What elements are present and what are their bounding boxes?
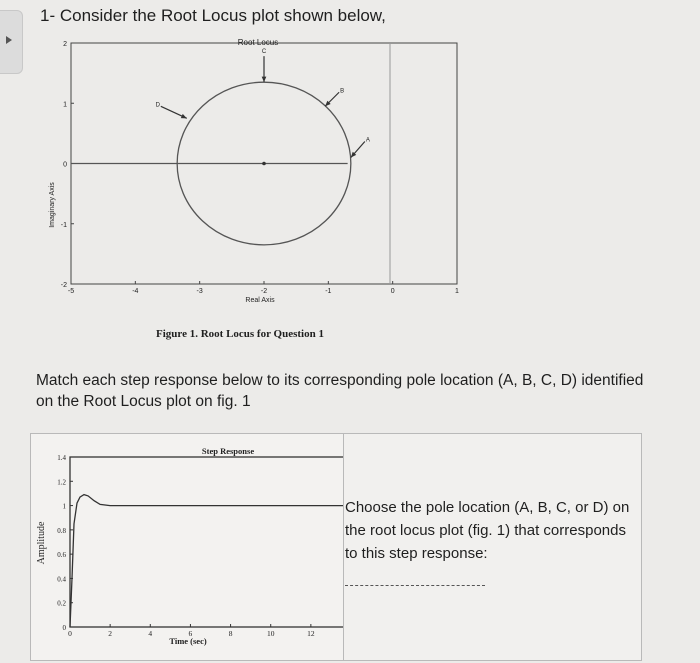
rl-xtick-label: -4 — [132, 288, 139, 295]
root-locus-curves — [71, 82, 351, 245]
answer-prompt: Choose the pole location (A, B, C, or D) on the root locus plot (fig. 1) that corresponds to this step response: — [345, 499, 630, 562]
step-ytick-label: 0.2 — [57, 599, 66, 608]
root-locus-figure — [40, 30, 470, 320]
rl-point-arrowhead-c — [262, 77, 267, 83]
step-xtick-label: 0 — [68, 629, 72, 638]
step-ytick-label: 0.8 — [57, 526, 66, 535]
rl-xtick-label: 0 — [390, 288, 395, 295]
step-response-line — [70, 495, 351, 627]
step-title: Step Response — [201, 446, 255, 456]
step-ytick-label: 1.4 — [57, 454, 66, 462]
root-locus-points — [156, 49, 370, 157]
expand-arrow-icon[interactable] — [6, 36, 12, 44]
step-xtick-label: 8 — [228, 629, 233, 638]
step-plot-area — [70, 457, 351, 627]
rl-ytick-label: 2 — [63, 41, 67, 48]
step-ytick-label: 0.4 — [57, 575, 66, 584]
step-xlabel: Time (sec) — [169, 636, 207, 646]
rl-xtick-label: -3 — [196, 288, 203, 295]
rl-point-label-c: C — [261, 49, 267, 56]
figure-caption: Figure 1. Root Locus for Question 1 — [156, 328, 324, 340]
rl-xtick-label: -2 — [260, 288, 268, 295]
step-xtick-label: 10 — [266, 629, 275, 638]
root-locus-xlabel: Real Axis — [245, 297, 275, 304]
step-ytick-label: 1.2 — [57, 478, 66, 487]
rl-xtick-label: 1 — [455, 288, 459, 295]
rl-xtick-label: -1 — [325, 288, 332, 295]
step-xtick-label: 2 — [108, 629, 113, 638]
rl-ytick-label: -1 — [60, 221, 67, 229]
step-ytick-label: 1 — [62, 502, 66, 511]
answer-blank-line[interactable] — [345, 585, 485, 586]
rl-ytick-label: 1 — [63, 101, 67, 109]
step-ylabel: Amplitude — [36, 521, 47, 565]
rl-point-label-d: D — [155, 102, 160, 109]
rl-ytick-label: 0 — [63, 161, 67, 169]
root-locus-axes — [49, 38, 457, 304]
rl-pole-marker — [262, 162, 266, 166]
step-ticks — [57, 454, 355, 638]
step-xtick-label: 6 — [188, 629, 193, 638]
step-xtick-label: 12 — [307, 629, 315, 638]
step-response-figure — [30, 433, 342, 659]
rl-ytick-label: -2 — [60, 282, 67, 289]
root-locus-title: Root Locus — [237, 38, 279, 47]
instruction-text: Match each step response below to its corresponding pole location (A, B, C, D) identified on the Root Locus plot on fig. 1 — [36, 372, 644, 410]
step-ytick-label: 0.6 — [57, 551, 66, 560]
rl-xtick-label: -5 — [67, 288, 75, 295]
question-title: 1- Consider the Root Locus plot shown below, — [40, 6, 386, 25]
root-locus-ylabel: Imaginary Axis — [49, 182, 56, 228]
step-ytick-label: 0 — [62, 624, 66, 632]
step-curve — [70, 495, 351, 627]
step-xtick-label: 4 — [148, 629, 153, 638]
rl-point-label-a: A — [365, 137, 370, 144]
root-locus-ticks — [61, 41, 459, 295]
rl-point-label-b: B — [340, 88, 345, 95]
